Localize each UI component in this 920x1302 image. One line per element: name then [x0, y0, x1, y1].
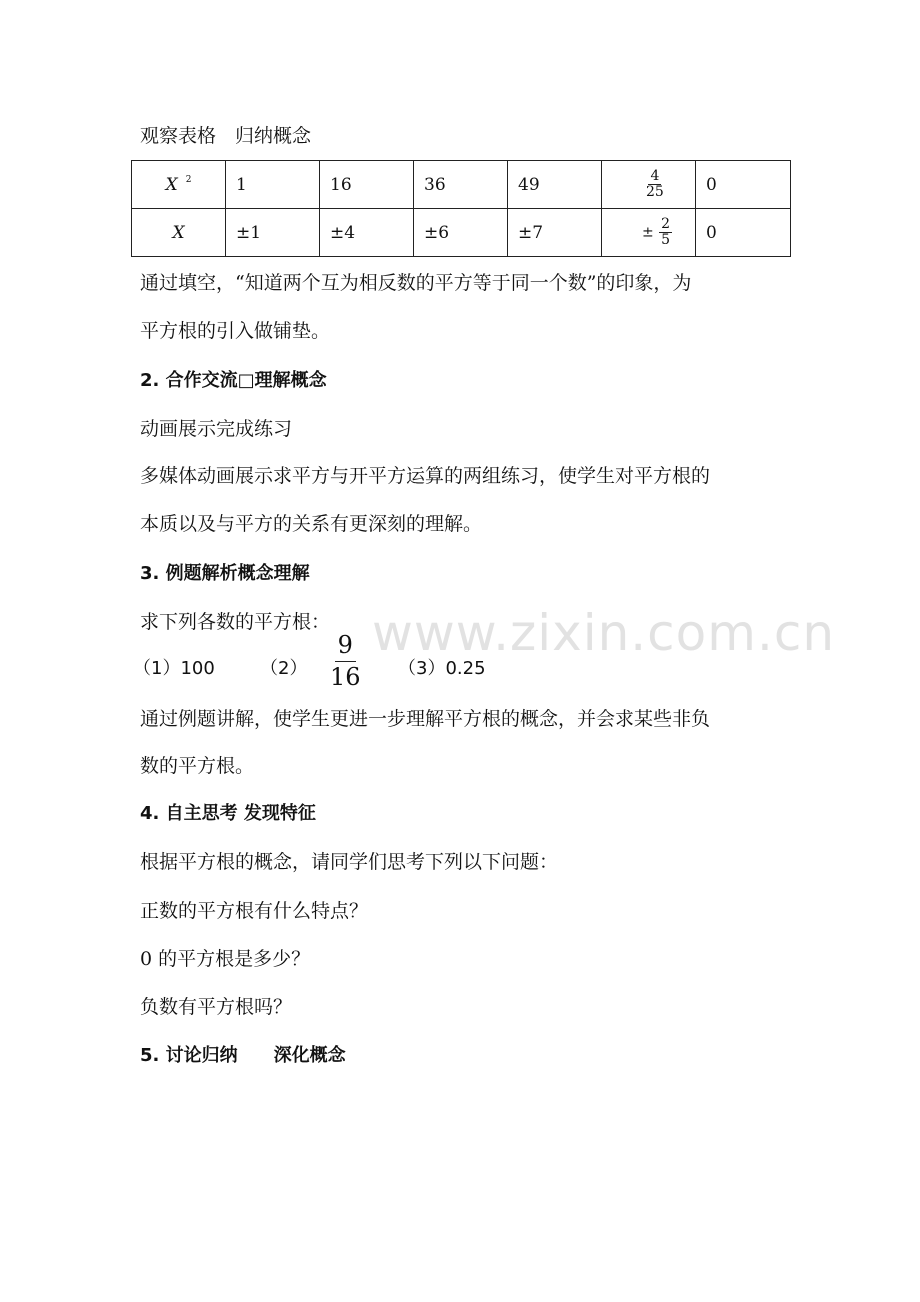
table-cell: 1	[226, 161, 320, 209]
table-cell: 49	[508, 161, 602, 209]
table-cell: 36	[414, 161, 508, 209]
intro-heading: 观察表格 归纳概念	[140, 125, 312, 147]
table-cell: ±4	[320, 209, 414, 257]
table-cell-fraction	[602, 161, 696, 209]
table-cell: 0	[696, 209, 791, 257]
section-5-title: 5. 讨论归纳 深化概念	[140, 1045, 346, 1066]
paragraph-line: 本质以及与平方的关系有更深刻的理解。	[140, 513, 483, 535]
table-row	[132, 209, 791, 257]
paragraph-line: 通过例题讲解，使学生更进一步理解平方根的概念，并会求某些非负	[140, 708, 711, 730]
paragraph-line: 平方根的引入做铺垫。	[140, 320, 331, 342]
section-2-subtitle: 动画展示完成练习	[140, 418, 293, 440]
example-2-fraction: $\frac{9}{16}$	[330, 631, 361, 691]
x-header: X	[132, 209, 226, 257]
section-4-prompt: 根据平方根的概念，请同学们思考下列以下问题：	[140, 851, 559, 873]
table-cell: ±1	[226, 209, 320, 257]
table-row	[132, 161, 791, 209]
fraction: $\frac{4}{25}$	[646, 168, 664, 200]
question-item: 正数的平方根有什么特点？	[140, 900, 369, 922]
paragraph-line: 通过填空，“知道两个互为相反数的平方等于同一个数”的印象，为	[140, 272, 692, 294]
table-cell-fraction: ± $\frac{2}{5}$	[602, 209, 696, 257]
example-1: （1）100	[133, 658, 215, 679]
fraction: $\frac{2}{5}$	[661, 216, 671, 248]
paragraph-line: 数的平方根。	[140, 755, 255, 777]
square-table	[131, 160, 791, 257]
section-3-prompt: 求下列各数的平方根：	[140, 611, 331, 633]
section-2-title: 2. 合作交流□理解概念	[140, 370, 327, 391]
table-cell: ±6	[414, 209, 508, 257]
section-3-title: 3. 例题解析概念理解	[140, 563, 310, 584]
example-2-label: （2）	[260, 658, 308, 679]
table-cell: ±7	[508, 209, 602, 257]
table-cell: 16	[320, 161, 414, 209]
question-item: 负数有平方根吗？	[140, 996, 293, 1018]
section-4-title: 4. 自主思考 发现特征	[140, 803, 316, 824]
square-exponent: 2	[185, 174, 192, 185]
x-squared-header: X $^2$	[132, 161, 226, 209]
paragraph-line: 多媒体动画展示求平方与开平方运算的两组练习，使学生对平方根的	[140, 465, 711, 487]
table-cell: 0	[696, 161, 791, 209]
example-3: （3）0.25	[398, 658, 486, 679]
watermark: www.zixin.com.cn	[372, 604, 836, 662]
question-item: 0 的平方根是多少？	[140, 948, 311, 970]
